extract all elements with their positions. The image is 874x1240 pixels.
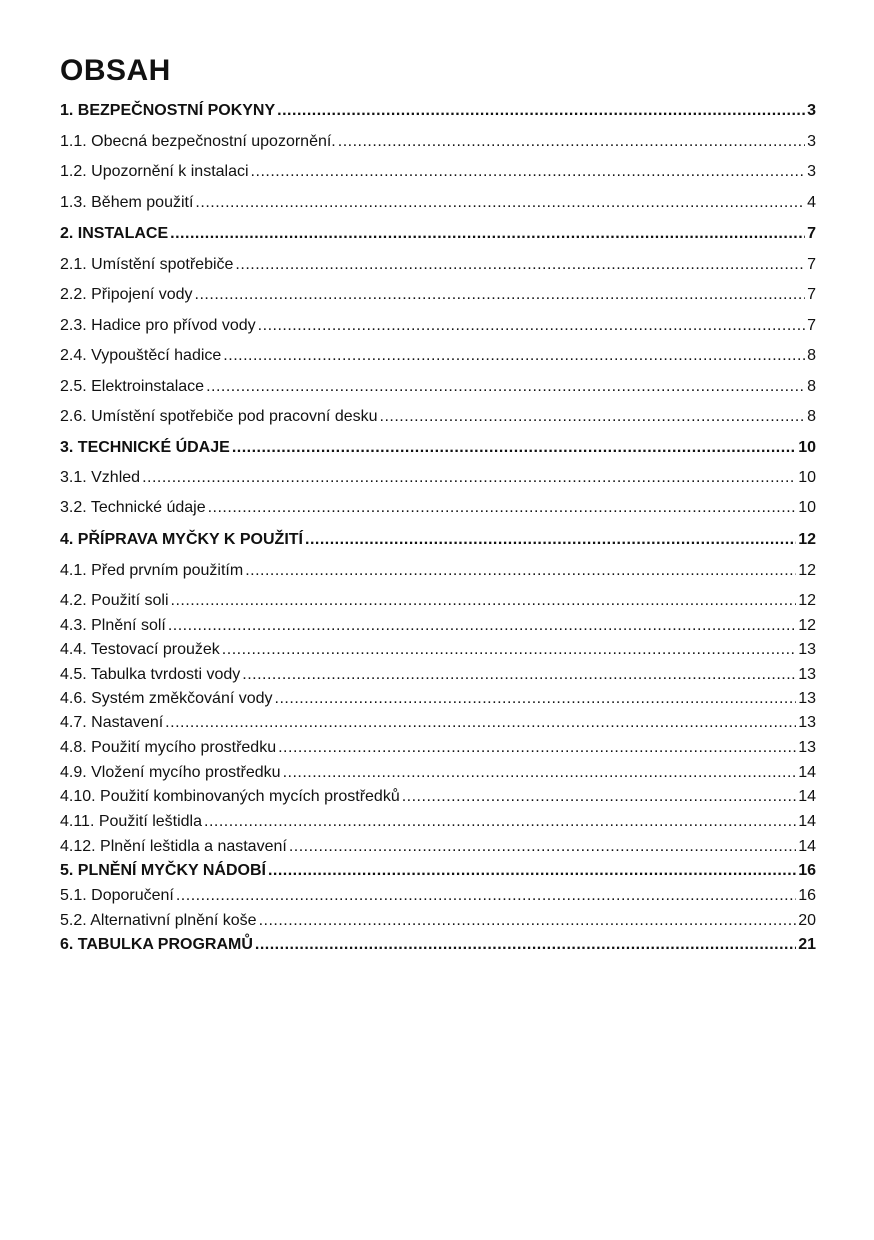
- dot-leader: [235, 254, 805, 276]
- toc-entry-page-number: 13: [798, 714, 816, 731]
- toc-entry[interactable]: [60, 467, 816, 489]
- dot-leader: [206, 376, 805, 398]
- dot-leader: [222, 639, 796, 661]
- dot-leader: [176, 885, 796, 907]
- toc-entry-page-number: 13: [798, 641, 816, 658]
- toc-entry-page-number: 8: [807, 347, 816, 364]
- dot-leader: [142, 467, 796, 489]
- toc-entry-label: 5.2. Alternativní plnění koše: [60, 912, 257, 929]
- toc-entry-label: 4.3. Plnění solí: [60, 617, 166, 634]
- toc-entry[interactable]: [60, 934, 816, 956]
- toc-entry[interactable]: [60, 284, 816, 306]
- toc-entry-page-number: 3: [807, 133, 816, 150]
- toc-entry-page-number: 12: [798, 562, 816, 579]
- dot-leader: [258, 315, 805, 337]
- toc-entry-page-number: 7: [807, 225, 816, 242]
- toc-entry-label: 4.6. Systém změkčování vody: [60, 690, 273, 707]
- toc-entry[interactable]: [60, 615, 816, 637]
- toc-entry[interactable]: [60, 192, 816, 214]
- toc-entry-label: 2.5. Elektroinstalace: [60, 378, 205, 395]
- dot-leader: [259, 910, 797, 932]
- toc-entry[interactable]: [60, 737, 816, 759]
- toc-entry[interactable]: [60, 529, 816, 551]
- dot-leader: [277, 100, 805, 122]
- toc-entry-label: 3.1. Vzhled: [60, 469, 141, 486]
- toc-entry[interactable]: [60, 254, 816, 276]
- toc-entry-page-number: 13: [798, 739, 816, 756]
- toc-entry-label: 2.6. Umístění spotřebiče pod pracovní desku: [60, 408, 378, 425]
- toc-entry-label: 2.1. Umístění spotřebiče: [60, 256, 234, 273]
- dot-leader: [268, 860, 796, 882]
- toc-entry[interactable]: [60, 811, 816, 833]
- toc-entry-page-number: 14: [798, 813, 816, 830]
- toc-entry[interactable]: [60, 688, 816, 710]
- toc-entry-label: 2. INSTALACE: [60, 225, 169, 242]
- toc-entry[interactable]: [60, 315, 816, 337]
- dot-leader: [289, 836, 796, 858]
- toc-entry-page-number: 12: [798, 592, 816, 609]
- toc-entry-page-number: 4: [807, 194, 816, 211]
- toc-entry-page-number: 8: [807, 408, 816, 425]
- dot-leader: [168, 615, 796, 637]
- toc-entry[interactable]: [60, 131, 816, 153]
- dot-leader: [305, 529, 796, 551]
- toc-entry-label: 1. BEZPEČNOSTNÍ POKYNY: [60, 102, 276, 119]
- toc-entry-label: 5. PLNĚNÍ MYČKY NÁDOBÍ: [60, 862, 266, 879]
- toc-entry-page-number: 7: [807, 286, 816, 303]
- toc-entry[interactable]: [60, 664, 816, 686]
- toc-entry-page-number: 14: [798, 764, 816, 781]
- toc-entry-label: 4.2. Použití soli: [60, 592, 169, 609]
- toc-entry-label: 4.5. Tabulka tvrdosti vody: [60, 666, 241, 683]
- toc-entry-page-number: 7: [807, 317, 816, 334]
- toc-entry-label: 1.3. Během použití: [60, 194, 194, 211]
- toc-entry-page-number: 3: [807, 163, 816, 180]
- toc-entry-label: 4.7. Nastavení: [60, 714, 164, 731]
- toc-entry[interactable]: [60, 836, 816, 858]
- toc-entry[interactable]: [60, 885, 816, 907]
- toc-entry-label: 6. TABULKA PROGRAMŮ: [60, 936, 253, 953]
- toc-entry[interactable]: [60, 100, 816, 122]
- dot-leader: [275, 688, 797, 710]
- toc-entry-label: 1.1. Obecná bezpečnostní upozornění.: [60, 133, 336, 150]
- dot-leader: [255, 934, 796, 956]
- toc-entry-page-number: 13: [798, 690, 816, 707]
- toc-entry-label: 2.4. Vypouštěcí hadice: [60, 347, 222, 364]
- toc-entry-label: 4. PŘÍPRAVA MYČKY K POUŽITÍ: [60, 531, 303, 548]
- toc-entry-page-number: 20: [798, 912, 816, 929]
- dot-leader: [251, 161, 806, 183]
- toc-entry[interactable]: [60, 345, 816, 367]
- dot-leader: [402, 786, 796, 808]
- toc-entry-label: 4.11. Použití leštidla: [60, 813, 203, 830]
- toc-entry-label: 5.1. Doporučení: [60, 887, 174, 904]
- dot-leader: [223, 345, 805, 367]
- toc-entry-label: 1.2. Upozornění k instalaci: [60, 163, 249, 180]
- dot-leader: [195, 284, 806, 306]
- toc-entry[interactable]: [60, 161, 816, 183]
- toc-entry-page-number: 12: [798, 617, 816, 634]
- toc-entry-label: 3. TECHNICKÉ ÚDAJE: [60, 439, 230, 456]
- toc-entry-page-number: 10: [798, 499, 816, 516]
- dot-leader: [242, 664, 796, 686]
- toc-entry[interactable]: [60, 223, 816, 245]
- toc-entry-label: 4.8. Použití mycího prostředku: [60, 739, 277, 756]
- toc-entry-page-number: 8: [807, 378, 816, 395]
- toc-entry-page-number: 14: [798, 788, 816, 805]
- toc-entry[interactable]: [60, 406, 816, 428]
- toc-entry[interactable]: [60, 376, 816, 398]
- toc-entry-label: 4.4. Testovací proužek: [60, 641, 220, 658]
- page-title: OBSAH: [60, 54, 171, 87]
- toc-entry[interactable]: [60, 712, 816, 734]
- dot-leader: [208, 497, 797, 519]
- toc-entry[interactable]: [60, 762, 816, 784]
- toc-entry-label: 3.2. Technické údaje: [60, 499, 206, 516]
- toc-entry-page-number: 10: [798, 469, 816, 486]
- dot-leader: [165, 712, 796, 734]
- toc-entry-label: 2.2. Připojení vody: [60, 286, 193, 303]
- toc-entry[interactable]: [60, 860, 816, 882]
- toc-entry-page-number: 7: [807, 256, 816, 273]
- toc-entry-label: 4.10. Použití kombinovaných mycích prostředků: [60, 788, 400, 805]
- toc-entry-page-number: 16: [798, 862, 816, 879]
- dot-leader: [204, 811, 796, 833]
- toc-entry-label: 4.1. Před prvním použitím: [60, 562, 244, 579]
- dot-leader: [232, 437, 796, 459]
- toc-entry-page-number: 21: [798, 936, 816, 953]
- toc-entry-label: 4.12. Plnění leštidla a nastavení: [60, 838, 287, 855]
- toc-entry[interactable]: [60, 786, 816, 808]
- toc-entry-label: 4.9. Vložení mycího prostředku: [60, 764, 281, 781]
- dot-leader: [171, 590, 797, 612]
- dot-leader: [170, 223, 805, 245]
- toc-entry-label: 2.3. Hadice pro přívod vody: [60, 317, 256, 334]
- toc-entry[interactable]: [60, 910, 816, 932]
- toc-entry-page-number: 3: [807, 102, 816, 119]
- toc-entry[interactable]: [60, 639, 816, 661]
- toc-entry-page-number: 14: [798, 838, 816, 855]
- dot-leader: [278, 737, 796, 759]
- toc-entry-page-number: 12: [798, 531, 816, 548]
- dot-leader: [380, 406, 806, 428]
- dot-leader: [245, 560, 796, 582]
- dot-leader: [283, 762, 797, 784]
- toc-entry[interactable]: [60, 560, 816, 582]
- dot-leader: [195, 192, 805, 214]
- toc-entry-page-number: 10: [798, 439, 816, 456]
- dot-leader: [338, 131, 805, 153]
- toc-entry[interactable]: [60, 497, 816, 519]
- toc-entry-page-number: 13: [798, 666, 816, 683]
- toc-entry[interactable]: [60, 590, 816, 612]
- toc-entry[interactable]: [60, 437, 816, 459]
- toc-entry-page-number: 16: [798, 887, 816, 904]
